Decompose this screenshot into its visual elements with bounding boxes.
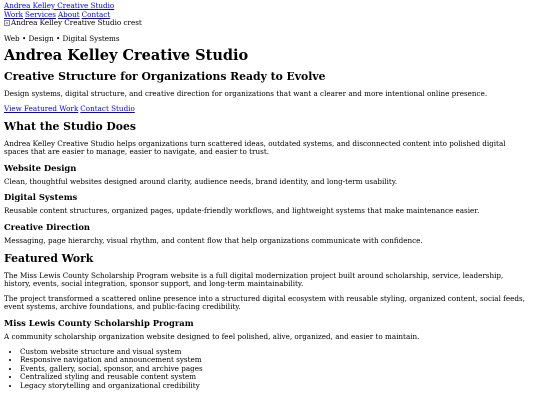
project-title: Miss Lewis County Scholarship Program (4, 317, 194, 328)
service-title-creative-direction: Creative Direction (4, 221, 91, 232)
list-item: • Centralized styling and reusable content system (20, 373, 528, 382)
service-title-website-design: Website Design (4, 162, 77, 173)
list-item: • Events, gallery, social, sponsor, and archive pages (20, 365, 528, 374)
contact-studio-link[interactable]: Contact Studio (80, 103, 135, 113)
nav-link-about[interactable]: About (57, 9, 80, 19)
service-desc-creative-direction: Messaging, page hierarchy, visual rhythm, and content flow that help organizations communicate with confidence. (4, 235, 423, 245)
project-feature-list (4, 348, 528, 391)
broken-image-icon (4, 20, 10, 26)
service-desc-digital-systems: Reusable content structures, organized pages, update-friendly workflows, and lightweight systems that make maintenance easier. (4, 206, 480, 216)
featured-section (4, 252, 528, 391)
list-item: • Custom website structure and visual system (20, 348, 528, 357)
hero-section (4, 35, 528, 114)
nav-link-work[interactable]: Work (4, 9, 24, 19)
crest-image (4, 19, 528, 28)
crest-alt-text: Andrea Kelley Creative Studio crest (11, 18, 142, 28)
hero-subtitle: Creative Structure for Organizations Ready to Evolve (4, 70, 326, 84)
list-item: • Responsive navigation and announcement system (20, 356, 528, 365)
service-title-digital-systems: Digital Systems (4, 192, 78, 203)
services-section (4, 120, 528, 246)
service-desc-website-design: Clean, thoughtful websites designed around clarity, audience needs, brand identity, and long-term usability. (4, 176, 398, 186)
list-item: • Legacy storytelling and organizational credibility (20, 382, 528, 391)
services-heading: What the Studio Does (4, 119, 136, 133)
featured-para-2: The project transformed a scattered online presence into a structured digital ecosystem with reusable styling, organized content, social feeds, event systems, archive foundations, and public-facing credibility. (4, 293, 525, 312)
hero-cta-links (4, 105, 528, 114)
hero-tagline: Web • Design • Digital Systems (4, 33, 120, 43)
view-featured-work-link[interactable]: View Featured Work (4, 103, 79, 113)
services-intro: Andrea Kelley Creative Studio helps organizations turn scattered ideas, outdated systems, and disconnected content into polished digital spaces that are easier to manage, easier to navigate, and easier to trust. (4, 138, 506, 157)
featured-para-1: The Miss Lewis County Scholarship Program website is a full digital modernization project built around scholarship, service, leadership, history, events, social integration, sponsor support, and long-term maintainability. (4, 270, 504, 289)
featured-heading: Featured Work (4, 251, 94, 265)
nav-link-contact[interactable]: Contact (81, 9, 111, 19)
nav-link-services[interactable]: Services (25, 9, 56, 19)
site-header (4, 2, 528, 28)
hero-intro: Design systems, digital structure, and creative direction for organizations that want a clearer and more intentional online presence. (4, 89, 488, 99)
brand-link[interactable]: Andrea Kelley Creative Studio (4, 1, 115, 10)
page-title: Andrea Kelley Creative Studio (4, 47, 249, 65)
project-desc: A community scholarship organization website designed to feel polished, alive, organized, and easier to maintain. (4, 331, 420, 341)
